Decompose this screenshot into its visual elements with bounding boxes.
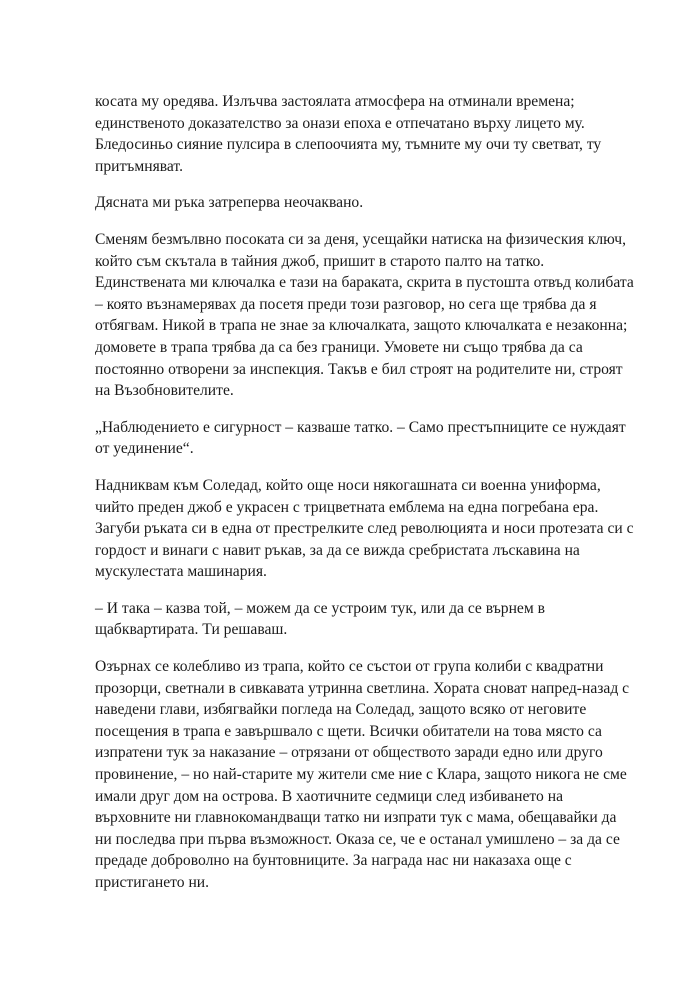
- paragraph-1: косата му оредява. Излъчва застоялата атмосфера на отминали времена; единственото доказателство за онази епоха е отпечатано върху лицето му. Бледосиньо сияние пулсира в слепоочията му, тъмните му очи ту светват, ту притъмняват.: [95, 93, 602, 175]
- paragraph-3: Сменям безмълвно посоката си за деня, усещайки натиска на физическия ключ, който съм скътала в тайния джоб, пришит в старото палто на татко. Единствената ми ключалка е тази на бараката, скрита в пустошта отвъд колибата – която възнамерявах да посетя преди този разговор, но сега ще трябва да я отбягвам. Никой в трапа не знае за ключалката, защото ключалката е незаконна; домовете в трапа трябва да са без граници. Умовете ни също трябва да са постоянно отворени за инспекция. Такъв е бил строят на родителите ни, строят на Възобновителите.: [95, 230, 634, 400]
- paragraph-7: Озърнах се колебливо из трапа, който се състои от група колиби с квадратни прозорци, светнали в сивкавата утринна светлина. Хората сноват напред-назад с наведени глави, избягвайки погледа на Соледад, защото всяко от неговите посещения в трапа е завършвало с щети. Всички обитатели на това място са изпратени тук за наказание – отрязани от обществото заради едно или друго провинение, – но най-старите му жители сме ние с Клара, защото никога не сме имали друг дом на острова. В хаотичните седмици след избиването на върховните ни главнокомандващи татко ни изпрати тук с мама, обещавайки да ни последва при първа възможност. Оказа се, че е останал умишлено – за да се предаде доброволно на бунтовниците. За награда нас ни наказаха още с пристигането ни.: [95, 658, 630, 891]
- paragraph-6: – И така – казва той, – можем да се устроим тук, или да се върнем в щабквартирата. Ти решаваш.: [95, 599, 545, 639]
- paragraph-5: Надниквам към Соледад, който още носи някогашната си военна униформа, чийто преден джоб е украсен с трицветната емблема на една погребана ера. Загуби ръката си в една от престрелките след революцията и носи протезата си с гордост и винаги с навит ръкав, за да се вижда сребристата лъскавина на мускулестата машинария.: [95, 476, 634, 581]
- paragraph-4: „Наблюдението е сигурност – казваше татко. – Само престъпниците се нуждаят от уединение“.: [95, 418, 626, 458]
- paragraph-2: Дясната ми ръка затреперва неочаквано.: [95, 194, 364, 212]
- body-text: [95, 91, 635, 894]
